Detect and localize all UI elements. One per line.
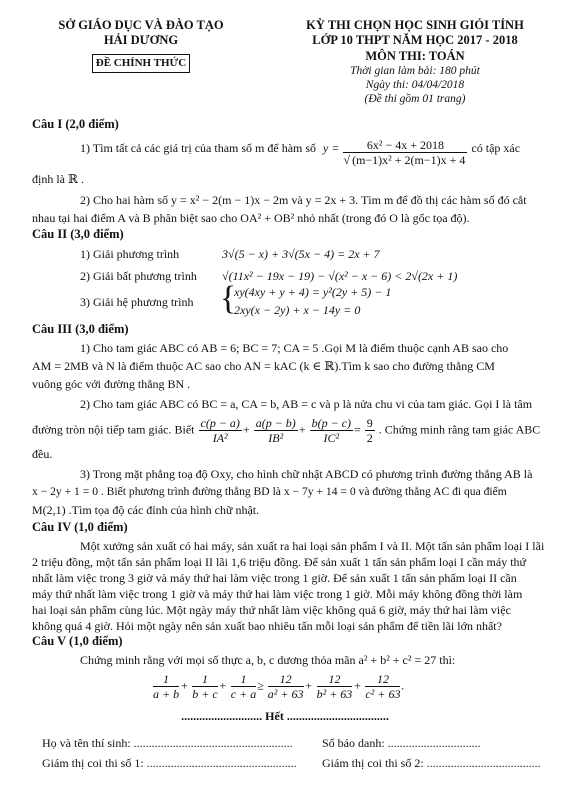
exam-pages: (Đề thi gồm 01 trang) (364, 93, 466, 105)
candidate-number-field: Số báo danh: ............................... (322, 736, 481, 750)
system-brace: { (220, 280, 237, 317)
q1-part1: 1) Tìm tất cả các giá trị của tham số m để hàm số y = $\frac{\text{6x² − 4x + 2018}}{\text{√ (m−1)x² + 2(m−1)x + 4}}$ có tập xác (80, 138, 521, 167)
exam-time: Thời gian làm bài: 180 phút (350, 65, 480, 77)
q3-p3-line2: x − 2y + 1 = 0 . Biết phương trình đường thẳng BD là x − 7y + 14 = 0 và đường thẳng AC đi qua điểm (32, 485, 507, 498)
q2-inequality: √(11x² − 19x − 19) − √(x² − x − 6) < 2√(2x + 1) (222, 269, 458, 283)
q1-p2-line1: 2) Cho hai hàm số y = x² − 2(m − 1)x − 2m và y = 2x + 3. Tìm m để đồ thị các hàm số đó cắt (80, 193, 527, 207)
proctor2-field: Giám thị coi thi số 2: ...................................... (322, 756, 541, 770)
header-left-line1: SỞ GIÁO DỤC VÀ ĐÀO TẠO (58, 18, 224, 32)
q2-label1: 1) Giải phương trình (80, 247, 180, 261)
q2-title: Câu II (3,0 điểm) (32, 227, 124, 241)
q1-frac-den: (m−1)x² + 2(m−1)x + 4 (352, 153, 466, 167)
q4-line: Một xưởng sản xuất có hai máy, sản xuất ra hai loại sản phẩm I và II. Một tấn sản phẩm loại I lãi (80, 539, 545, 553)
q3-p2-line1: 2) Cho tam giác ABC có BC = a, CA = b, AB = c và p là nửa chu vi của tam giác. Gọi I là tâm (80, 397, 533, 411)
q3-p1-line2: AM = 2MB và N là điểm thuộc AC sao cho AN = kAC (k ∈ ℝ).Tìm k sao cho đường thẳng CM (32, 359, 495, 373)
q2-label3: 3) Giải hệ phương trình (80, 295, 194, 309)
q1-p2-line2: nhau tại hai điểm A và B phân biệt sao cho OA² + OB² nhỏ nhất (trong đó O là gốc tọa độ). (32, 211, 470, 225)
candidate-name-field: Họ và tên thí sinh: ..................................................... (42, 736, 293, 750)
q3-p2-tail: . Chứng minh rằng tam giác ABC (378, 422, 541, 437)
q1-title: Câu I (2,0 điểm) (32, 117, 119, 131)
q3-p2-line3: đều. (32, 447, 53, 461)
q3-p2-text: đường tròn nội tiếp tam giác. Biết (32, 422, 195, 437)
frac-c-pa: $\frac{c(p - a)}{\text{IA²}}$ (200, 416, 240, 445)
end-marker: ........................... Hết .................................. (181, 709, 389, 723)
q4-line: không quá 4 giờ. Hỏi một ngày nên sản xuất bao nhiêu tấn mỗi loại sản phẩm để tiền lãi lớn nhất? (32, 619, 502, 633)
q3-p1-line3: vuông góc với đường thẳng BN . (32, 377, 191, 391)
q4-line: máy thứ nhất làm việc trong 1 giờ và máy thứ hai làm việc trong 1 giờ. Mỗi máy không đồng thời làm (32, 587, 523, 601)
q3-title: Câu III (3,0 điểm) (32, 322, 129, 336)
proctor1-field: Giám thị coi thi số 1: .................................................. (42, 756, 297, 770)
header-left-line2: HẢI DƯƠNG (103, 33, 179, 47)
exam-title: KỲ THI CHỌN HỌC SINH GIỎI TỈNH (306, 18, 524, 32)
q4-line: hai loại sản phẩm cùng lúc. Một ngày máy thứ nhất làm việc không quá 6 giờ, máy thứ hai làm việc (32, 603, 511, 617)
q2-label2: 2) Giải bất phương trình (80, 269, 197, 283)
q3-p1-line1: 1) Cho tam giác ABC có AB = 6; BC = 7; CA = 5 .Gọi M là điểm thuộc cạnh AB sao cho (80, 341, 509, 355)
q1-p1-text: 1) Tìm tất cả các giá trị của tham số m để hàm số (80, 141, 317, 155)
q1-p1-tail: có tập xác (471, 141, 521, 155)
q5-inequality: $\frac{1}{a + b}$ + $\frac{1}{b + c}$ + $\frac{1}{c + a}$ ≥ $\frac{12}{\text{a² + 63}}$ + $\frac{12}{\text{b² + 63}}$ + $\frac{12}{\text{c² + 63}}$ . (153, 672, 405, 701)
q5-title: Câu V (1,0 điểm) (32, 634, 123, 648)
frac-a-pb: $\frac{a(p - b)}{\text{IB²}}$ (255, 416, 296, 445)
q4-line: 2 triệu đồng, một tấn sản phẩm loại II lãi 1,6 triệu đồng. Để sản xuất 1 tấn sản phẩm loại I cần máy thứ (32, 555, 527, 569)
q2-system-eq1: xy(4xy + y + 4) = y²(2y + 5) − 1 (234, 285, 392, 299)
exam-header (280, 18, 550, 106)
q2-equation1: 3√(5 − x) + 3√(5x − 4) = 2x + 7 (222, 247, 380, 261)
q3-p3-line1: 3) Trong mặt phẳng toạ độ Oxy, cho hình chữ nhật ABCD có phương trình đường thẳng AB là (80, 467, 533, 481)
department-name (48, 18, 234, 48)
q3-p2-line2: đường tròn nội tiếp tam giác. Biết $\frac{c(p - a)}{\text{IA²}}$ + $\frac{a(p - b)}{\text{IB²}}$ + $\frac{b(p - c)}{\text{IC²}}$ = $\frac{9}{2}$ . Chứng minh rằng tam giác ABC (32, 416, 541, 445)
q1-fraction: $\frac{\text{6x² − 4x + 2018}}{\text{√ (m−1)x² + 2(m−1)x + 4}}$ (343, 138, 466, 167)
q1-frac-num: 6x² − 4x + 2018 (343, 138, 467, 153)
q1-p1-cont: định là ℝ . (32, 172, 84, 186)
q4-body (32, 538, 556, 634)
frac-nine-halves: $\frac{9}{2}$ (366, 416, 373, 445)
frac-b-pc: $\frac{b(p - c)}{\text{IC²}}$ (311, 416, 351, 445)
q5-statement: Chứng minh rằng với mọi số thực a, b, c dương thỏa mãn a² + b² + c² = 27 thì: (80, 653, 456, 667)
q3-p3-line3: M(2,1) .Tìm tọa độ các đỉnh của hình chữ nhật. (32, 503, 260, 517)
exam-date: Ngày thi: 04/04/2018 (365, 79, 465, 91)
exam-grade: LỚP 10 THPT NĂM HỌC 2017 - 2018 (312, 33, 518, 47)
q4-line: nhất làm việc trong 3 giờ và máy thứ hai làm việc trong 1 giờ. Để sản xuất 1 tấn sản phẩm loại II cần (32, 571, 517, 585)
q2-system-eq2: 2xy(x − 2y) + x − 14y = 0 (234, 303, 361, 317)
q4-title: Câu IV (1,0 điểm) (32, 520, 128, 534)
official-badge: ĐỀ CHÍNH THỨC (92, 54, 190, 73)
exam-subject: MÔN THI: TOÁN (365, 49, 465, 63)
